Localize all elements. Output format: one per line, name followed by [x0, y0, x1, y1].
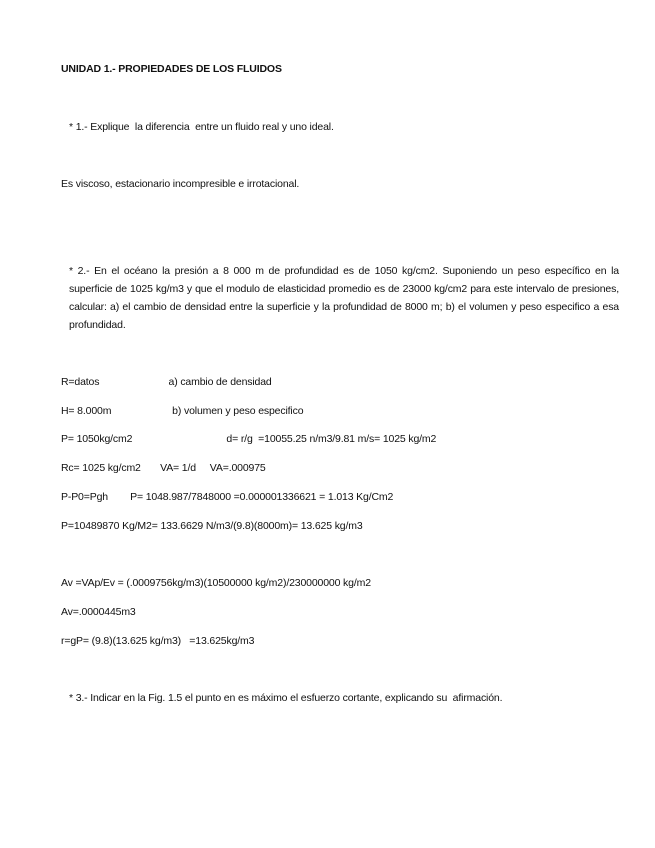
calc-line-5: P-P0=Pgh P= 1048.987/7848000 =0.000001336621 = 1.013 Kg/Cm2	[61, 491, 394, 503]
calc-line-3: P= 1050kg/cm2 d= r/g =10055.25 n/m3/9.81 m/s= 1025 kg/m2	[61, 433, 437, 445]
question-2: * 2.- En el océano la presión a 8 000 m de profundidad es de 1050 kg/cm2. Suponiendo un peso específico en la superficie de 1025 kg/m3 y que el modulo de elasticidad promedio es de 23000 kg/cm2 para este intervalo de presiones, calcular: a) el cambio de densidad entre la superficie y la profundidad de 8000 m; b) el volumen y peso especifico a esa profundidad.	[69, 265, 619, 331]
question-1: * 1.- Explique la diferencia entre un fluido real y uno ideal.	[69, 121, 334, 133]
calc-line-4: Rc= 1025 kg/cm2 VA= 1/d VA=.000975	[61, 462, 266, 474]
calc-line-7: Av =VAp/Ev = (.0009756kg/m3)(10500000 kg/m2)/230000000 kg/m2	[61, 577, 371, 589]
calc-line-1: R=datos a) cambio de densidad	[61, 376, 272, 388]
calc-line-9: r=gP= (9.8)(13.625 kg/m3) =13.625kg/m3	[61, 635, 255, 647]
document-title: UNIDAD 1.- PROPIEDADES DE LOS FLUIDOS	[61, 63, 282, 75]
question-3: * 3.- Indicar en la Fig. 1.5 el punto en es máximo el esfuerzo cortante, explicando su afirmación.	[69, 692, 503, 704]
answer-1: Es viscoso, estacionario incompresible e irrotacional.	[61, 178, 300, 190]
calc-line-8: Av=.0000445m3	[61, 606, 136, 618]
calc-line-2: H= 8.000m b) volumen y peso especifico	[61, 405, 304, 417]
calc-line-6: P=10489870 Kg/M2= 133.6629 N/m3/(9.8)(8000m)= 13.625 kg/m3	[61, 520, 363, 532]
